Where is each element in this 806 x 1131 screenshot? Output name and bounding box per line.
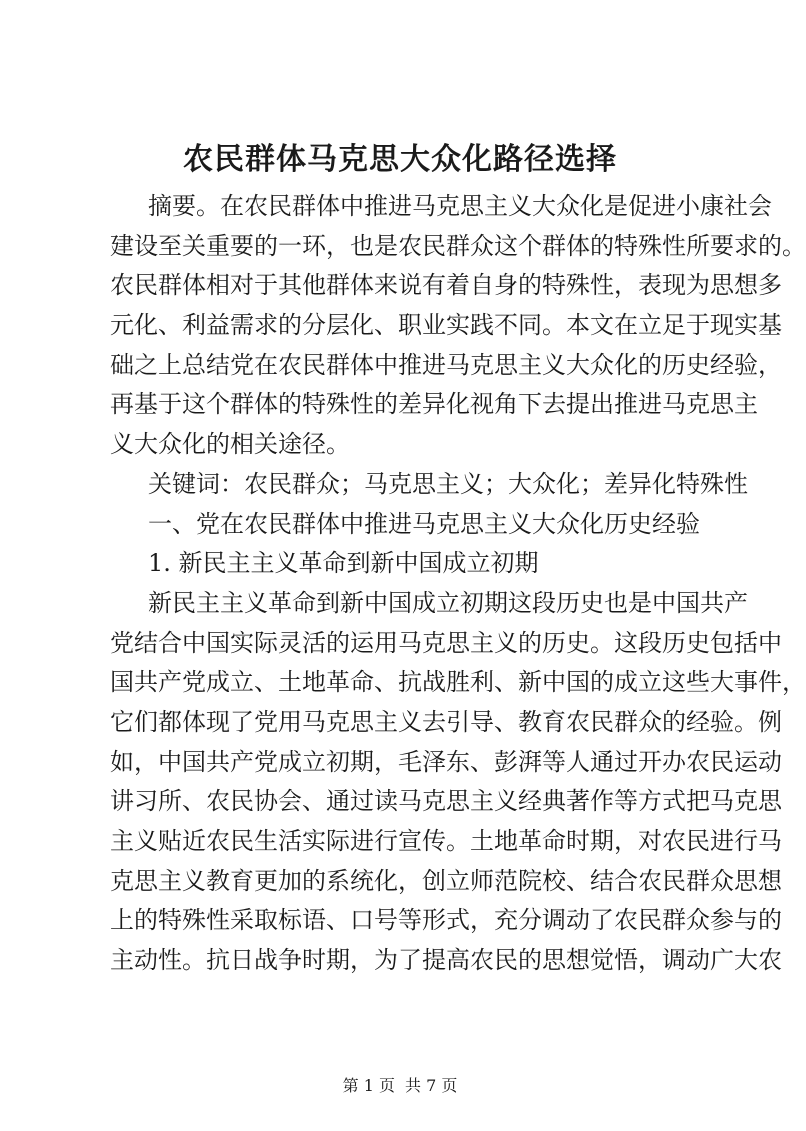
abstract-line: 础之上总结党在农民群体中推进马克思主义大众化的历史经验， [110, 350, 782, 379]
page-total: 共 7 页 [405, 1076, 458, 1095]
subsection-heading: 1. 新民主主义革命到新中国成立初期 [148, 549, 539, 578]
page-footer [0, 1076, 800, 1096]
paragraph-line: 国共产党成立、土地革命、抗战胜利、新中国的成立这些大事件， [110, 668, 806, 697]
abstract-line: 再基于这个群体的特殊性的差异化视角下去提出推进马克思主 [110, 390, 758, 419]
paragraph-line: 主义贴近农民生活实际进行宣传。土地革命时期，对农民进行马 [110, 827, 782, 855]
page-number: 第 1 页 [342, 1076, 395, 1095]
paragraph-line: 党结合中国实际灵活的运用马克思主义的历史。这段历史包括中 [110, 628, 782, 657]
keywords-line: 关键词：农民群众；马克思主义；大众化；差异化特殊性 [148, 469, 748, 498]
document-title: 农民群体马克思大众化路径选择 [183, 142, 617, 177]
abstract-line: 义大众化的相关途径。 [110, 430, 350, 459]
abstract-line: 元化、利益需求的分层化、职业实践不同。本文在立足于现实基 [110, 311, 782, 340]
paragraph-line: 新民主主义革命到新中国成立初期这段历史也是中国共产 [148, 588, 748, 617]
abstract-line: 农民群体相对于其他群体来说有着自身的特殊性，表现为思想多 [110, 271, 782, 300]
paragraph-line: 如，中国共产党成立初期，毛泽东、彭湃等人通过开办农民运动 [110, 747, 782, 776]
paragraph-line: 它们都体现了党用马克思主义去引导、教育农民群众的经验。例 [110, 707, 782, 736]
section-heading: 一、党在农民群体中推进马克思主义大众化历史经验 [148, 509, 700, 538]
paragraph-line: 克思主义教育更加的系统化，创立师范院校、结合农民群众思想 [110, 866, 782, 895]
paragraph-line: 讲习所、农民协会、通过读马克思主义经典著作等方式把马克思 [110, 787, 782, 816]
paragraph-line: 主动性。抗日战争时期，为了提高农民的思想觉悟，调动广大农 [110, 946, 782, 975]
paragraph-line: 上的特殊性采取标语、口号等形式，充分调动了农民群众参与的 [110, 906, 782, 935]
abstract-line: 摘要。在农民群体中推进马克思主义大众化是促进小康社会 [148, 192, 772, 220]
abstract-line: 建设至关重要的一环，也是农民群众这个群体的特殊性所要求的。 [110, 231, 806, 260]
document-body [110, 187, 806, 981]
